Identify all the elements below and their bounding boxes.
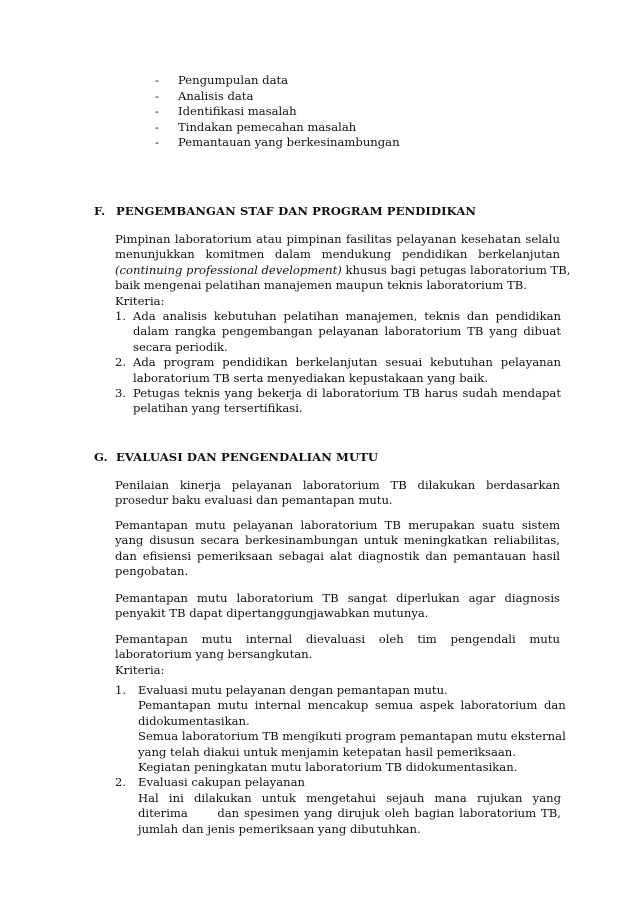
section-g-paragraph-1: Penilaian kinerja pelayanan laboratorium TB dilakukan berdasarkan prosedur baku evaluasi dan pemantapan mutu. — [115, 478, 560, 508]
kriteria-label: Kriteria: — [115, 662, 165, 677]
kriteria-label: Kriteria: — [115, 293, 165, 308]
dash-bullet: - — [155, 135, 159, 150]
list-item: - Identifikasi masalah — [155, 104, 297, 119]
section-title: EVALUASI DAN PENGENDALIAN MUTU — [116, 450, 379, 464]
dash-bullet: - — [155, 119, 159, 134]
para-line-italic: (continuing professional development) khusus bagi petugas laboratorium TB, — [115, 262, 571, 277]
section-title: PENGEMBANGAN STAF DAN PROGRAM PENDIDIKAN — [116, 204, 477, 218]
section-g-heading — [94, 450, 378, 464]
section-g-paragraph-2: Pemantapan mutu pelayanan laboratorium TB merupakan suatu sistem yang disusun secara berkesinambungan untuk meningkatkan reliabilitas, dan efisiensi pemeriksaan sebagai alat diagnostik dan pemantauan hasil pengobatan. — [115, 518, 560, 579]
list-item: 3. Petugas teknis yang bekerja di laboratorium TB harus sudah mendapat pelatihan yang tersertifikasi. — [115, 386, 561, 416]
top-dash-list — [155, 73, 400, 151]
list-item: 2. Ada program pendidikan berkelanjutan sesuai kebutuhan pelayanan laboratorium TB serta menyediakan kepustakaan yang baik. — [115, 355, 561, 385]
section-f-paragraph: Pimpinan laboratorium atau pimpinan fasilitas pelayanan kesehatan selalu menunjukkan komitmen dalam mendukung pendidikan berkelanjutan (continuing professional development) khusus bagi petugas laboratorium TB, baik mengenai pelatihan manajemen maupun teknis laboratorium TB. Kriteria: — [115, 232, 571, 308]
list-item: - Pengumpulan data — [155, 73, 289, 87]
list-item: - Pemantauan yang berkesinambungan — [155, 135, 400, 150]
list-item: 1. Evaluasi mutu pelayanan dengan pemantapan mutu. Pemantapan mutu internal mencakup semua aspek laboratorium dan didokumentasikan. Semua laboratorium TB mengikuti program pemantapan mutu eksternal yang telah diakui untuk menjamin ketepatan hasil pemeriksaan. Kegiatan peningkatan mutu laboratorium TB didokumentasikan. — [115, 683, 566, 775]
section-letter: G. — [94, 450, 108, 464]
section-g-paragraph-3: Pemantapan mutu laboratorium TB sangat diperlukan agar diagnosis penyakit TB dapat dipertanggungjawabkan mutunya. — [115, 591, 560, 621]
dash-bullet: - — [155, 73, 159, 87]
list-item: - Analisis data — [155, 88, 254, 103]
dash-bullet: - — [155, 104, 159, 119]
list-item: 2. Evaluasi cakupan pelayanan Hal ini dilakukan untuk mengetahui sejauh mana rujukan yang diterima dan spesimen yang dirujuk oleh bagian laboratorium TB, jumlah dan jenis pemeriksaan yang dibutuhkan. — [115, 775, 561, 836]
list-item: 1. Ada analisis kebutuhan pelatihan manajemen, teknis dan pendidikan dalam rangka pengembangan pelayanan laboratorium TB yang dibuat secara periodik. — [115, 309, 561, 354]
section-g-criteria-list — [115, 683, 566, 837]
list-item: - Tindakan pemecahan masalah — [155, 119, 357, 134]
dash-bullet: - — [155, 88, 159, 103]
section-f-heading — [94, 204, 476, 218]
section-g-paragraph-4: Pemantapan mutu internal dievaluasi oleh tim pengendali mutu laboratorium yang bersangkutan. Kriteria: — [115, 632, 560, 677]
section-f-criteria-list — [115, 309, 561, 417]
section-letter: F. — [94, 204, 106, 218]
